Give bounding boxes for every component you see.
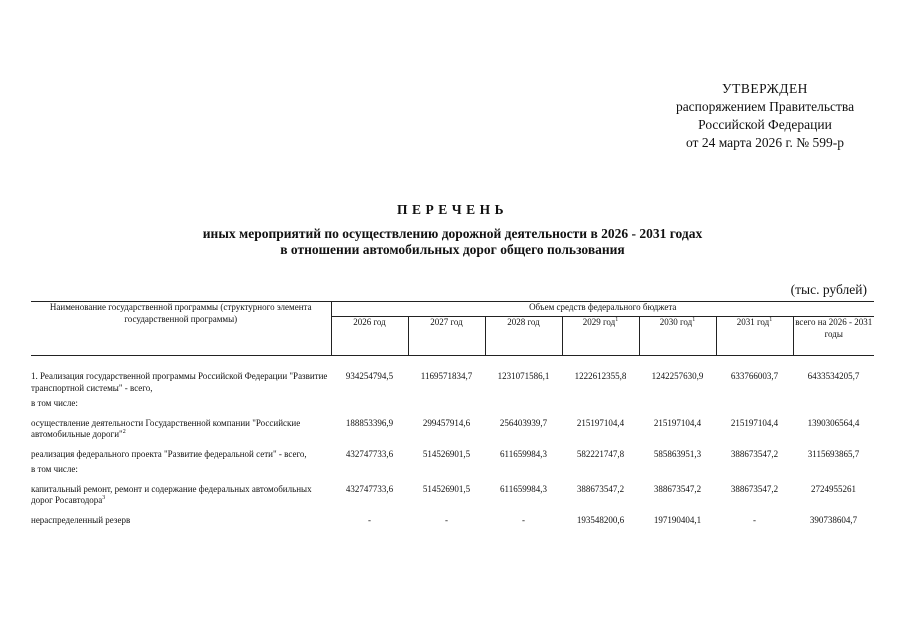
header-year-2026: 2026 год [331,317,408,356]
cell-value: 193548200,6 [576,514,625,525]
cell-value: 6433534205,7 [807,371,860,381]
units-label: (тыс. рублей) [790,282,867,297]
row-label: нераспределенный резерв [31,514,131,525]
document-subtitle-2: в отношении автомобильных дорог общего пользования [280,242,625,257]
table-row [31,507,874,527]
cell-value: 514526901,5 [422,483,471,494]
cell-value: 3115693865,7 [807,448,860,459]
header-year-2029: 2029 год$^1$ [562,317,639,356]
row-label: в том числе: [31,464,78,474]
header-year-2031: 2031 год$^1$ [716,317,793,356]
cell-value: 514526901,5 [422,448,471,459]
cell-value: - [522,514,525,525]
cell-value: 256403939,7 [499,417,548,428]
approval-line-2: Российской Федерации [698,117,832,132]
cell-value: - [445,514,448,525]
cell-value: 611659984,3 [500,448,547,459]
approval-line-1: распоряжением Правительства [675,99,855,114]
cell-value: 388673547,2 [576,483,625,494]
cell-value: 1242257630,9 [651,371,704,381]
document-subtitle-1: иных мероприятий по осуществлению дорожной деятельности в 2026 - 2031 годах [202,226,703,241]
approval-line-3: от 24 марта 2026 г. № 599-р [685,135,845,150]
table-row [31,476,874,507]
row-label: реализация федерального проекта "Развитие федеральной сети" - всего, [31,448,307,459]
cell-value: 1222612355,8 [574,371,627,381]
header-budget-group: Объем средств федерального бюджета [331,302,874,317]
table-row [31,410,874,441]
table-row [31,356,874,395]
cell-value: 197190404,1 [653,514,702,525]
cell-value: 390738604,7 [809,514,858,525]
cell-value: 633766003,7 [730,371,779,381]
cell-value: 582221747,8 [576,448,625,459]
header-year-2028: 2028 год [485,317,562,356]
cell-value: 1390306564,4 [807,417,860,428]
row-label: 1. Реализация государственной программы Российской Федерации "Развитие транспортной системы" - всего, [31,371,328,393]
table-row [31,394,874,410]
footnote-mark: 1 [692,317,696,323]
cell-value: 388673547,2 [730,448,779,459]
cell-value: - [368,514,371,525]
cell-value: 215197104,4 [730,417,779,428]
cell-value: 934254794,5 [345,371,394,381]
footnote-mark: 1 [769,317,773,323]
row-label: в том числе: [31,398,78,408]
header-name: Наименование государственной программы (структурного элемента государственной программы) [31,302,331,356]
cell-value: - [753,514,756,525]
cell-value: 188853396,9 [345,417,394,428]
header-year-2030: 2030 год$^1$ [639,317,716,356]
approval-block [640,80,890,152]
cell-value: 1231071586,1 [497,371,550,381]
cell-value: 611659984,3 [500,483,547,494]
cell-value: 585863951,3 [653,448,702,459]
cell-value: 432747733,6 [345,448,394,459]
cell-value: 388673547,2 [730,483,779,494]
cell-value: 2724955261 [811,483,856,494]
cell-value: 215197104,4 [576,417,625,428]
cell-value: 299457914,6 [422,417,471,428]
header-total: всего на 2026 - 2031 годы [793,317,874,356]
table-row [31,441,874,461]
cell-value: 432747733,6 [345,483,394,494]
cell-value: 215197104,4 [653,417,702,428]
approval-title: УТВЕРЖДЕН [722,81,808,96]
table-row [31,460,874,476]
footnote-mark: 3 [102,495,106,501]
footnote-mark: 2 [122,429,126,435]
footnote-mark: 1 [615,317,619,323]
document-title: ПЕРЕЧЕНЬ [396,202,509,217]
row-label: осуществление деятельности Государственной компании "Российские автомобильные дороги"$^2$ [31,417,301,439]
cell-value: 388673547,2 [653,483,702,494]
budget-table [31,301,874,526]
row-label: капитальный ремонт, ремонт и содержание федеральных автомобильных дорог Росавтодора$^3$ [31,483,312,505]
cell-value: 1169571834,7 [420,371,473,381]
header-year-2027: 2027 год [408,317,485,356]
